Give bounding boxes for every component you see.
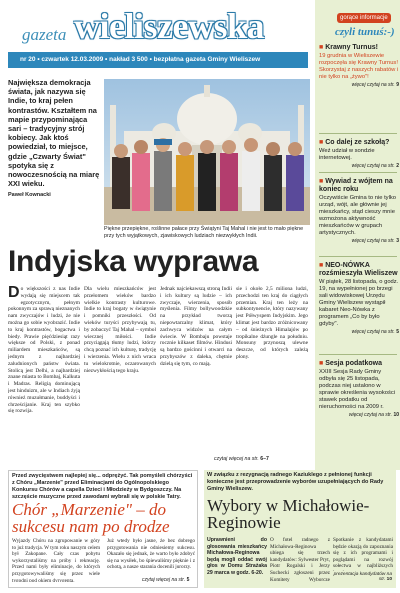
drop-cap: D bbox=[8, 286, 20, 301]
sidebar-divider bbox=[319, 256, 397, 257]
bullet-icon: ■ bbox=[319, 44, 324, 51]
lead-box bbox=[8, 78, 100, 248]
masthead-gazeta: gazeta bbox=[22, 25, 67, 44]
main-article-col-2: Dla wielu mieszkańców jest przełomem wieków bardzo wielkie kontrasty kulturowe. Indie to kraj bogaty w świątynie i pomniki przeszłości. Od wieków turyści przybywają tu, by zobaczyć Taj Mahal – symbol wiecznej miłości. Indie przyciągają tłumy ludzi, którzy chcą poznać ich kulturę, tradycję i wierzenia. Wielu z nich wraca tu wielokrotnie, oczarowanych niezwykłością tego kraju. bbox=[84, 286, 156, 374]
photo-caption: Piękne przepiękne, roślinne pałace przy Świątyni Taj Mahal i nie jest to mało piękne przy tych wyjątkowych, zjawiskowych ludziach niezwykłych Indii. bbox=[104, 226, 304, 239]
masthead-title: wieliszewska bbox=[74, 6, 264, 46]
masthead-info-band bbox=[8, 52, 308, 68]
sidebar-divider bbox=[319, 133, 397, 134]
sidebar-divider bbox=[319, 354, 397, 355]
main-article bbox=[8, 286, 308, 464]
sidebar-item-2[interactable]: ■ Co dalej ze szkołą? Weź udział w sondzie internetowej. więcej czytaj na str. 2 bbox=[319, 139, 399, 169]
article-elections bbox=[204, 470, 396, 588]
article-choir-col-1: Wyjazdy Chóru na zgrupowanie w góry to już tradycja. W tym roku naszym celem był Zakopane. Cały czas pobytu wykorzystaliśmy na próby i rekreację. Przed nami były eliminacje, do których przygotowywaliśmy się przez wiele tygodni pod okiem dyrygenta. bbox=[12, 538, 100, 582]
sidebar-item-5[interactable]: ■ Sesja podatkowa XXIII Sesja Rady Gminy odbyła się 25 listopada, podczas niej ustalono w sprawie określenia wysokości stawek podatku od nieruchomości na 2009 r. więcej czytaj na str. 10 bbox=[319, 360, 399, 418]
lead-author: Paweł Kownacki bbox=[8, 192, 51, 199]
photo-group-people-image bbox=[104, 79, 310, 225]
article-elections-more-link[interactable]: prezentacja kandydatów na str. 10 bbox=[333, 572, 392, 582]
bullet-icon: ■ bbox=[319, 178, 324, 185]
sidebar-tag-big: czyli tunuś:-) bbox=[335, 26, 395, 38]
sidebar-divider bbox=[319, 172, 397, 173]
masthead bbox=[8, 8, 308, 76]
article-elections-kicker: W związku z rezygnacją radnego Kaziuklego z pełnionej funkcji konieczne jest przeprowadzenie wyborów uzupełniających do Rady Gminy Wieliszew. bbox=[207, 472, 384, 492]
article-choir-more-link[interactable]: czytaj więcej na str. 5 bbox=[142, 577, 190, 583]
main-article-col-4: sie i około 2,5 miliona ludzi, przechodzi ten kraj do ciągłych przemian. Kraj ten leży na subkontynencie, który nazywany jest Półwyspem Indyjskim. Jego klimat jest bardzo zróżnicowany – od śnieżnych Himalajów po tropikalne dżungle na południu. Monsuny przynoszą ulewne deszcze, od których zależą plony. bbox=[236, 286, 308, 360]
bullet-icon: ■ bbox=[319, 262, 324, 269]
main-article-col-1: Do większości z nas Indie wydają się miejscem tak egzotycznym, pełnym pokonnym za sprawą nieznanych nam zwyczajów i ludzi, że nie można go sobie wyobrazić. Indie to kraj kontrastów, bogactwa i biedy. Prawie pięćdziesiąt razy większe od Polski, z ponad miliardem mieszkańców, są jednym z najbardziej zaludnionych państw świata. Stolicą jest Delhi, a najbardziej znane miasta to Bombaj, Kalkuta i Madras. Religią dominującą jest hinduizm, ale w Indiach żyją również muzułmanie, buddyści i chrześcijanie. Kraj ten szybko się rozwija. bbox=[8, 286, 80, 415]
sidebar-tag-small: gorące informacje bbox=[337, 13, 391, 23]
article-choir-col-2: Już wtedy było jasne, że bez dobrego przygotowania nie odniesiemy sukcesu. Okazało się jednak, że warto było zdobyć się na wysiłek, bo śpiewaliśmy pięknie i z ochotą, a nasze starania docenili jurorzy. bbox=[107, 538, 195, 571]
sidebar-hot-news bbox=[315, 0, 400, 470]
bullet-icon: ■ bbox=[319, 139, 324, 146]
article-elections-headline: Wybory w Michałowie-Reginowie bbox=[207, 496, 370, 532]
article-choir bbox=[8, 470, 198, 588]
main-headline: Indyjska wyprawa bbox=[8, 245, 259, 278]
lead-text: Największa demokracja świata, jak nazywa się Indie, to kraj pełen kontrastów. Kształtem na mapie przypominająca sari – tradycyjny strój kobiecy. Jak ktoś powiedział, to miejsce, gdzie „Czwarty Świat" spotyka się z nowoczesnością na miarę XXI wieku. bbox=[8, 78, 100, 189]
article-elections-col-2: O fotel radnego z Michałowa-Reginowa ubiega się trzech kandydatów: Sylwester Pryt, Piotr Rogalski i Jerzy Suchecki zgłoszeni przez Komitety Wyborcze bbox=[270, 537, 330, 583]
article-choir-kicker: Przed zwycięstwem najlepiej się... odprężyć. Tak pomyśleli chórzyści z Chóru „Marzenie" przed Eliminacjami do Ogólnopolskiego Konkursu Chórów a capella Dzieci i Młodzieży w Bydgoszczy. Na szczęście muzyczne przed zawodami wybrali się w polskie Tatry. bbox=[12, 473, 193, 500]
main-photo bbox=[104, 79, 310, 225]
issue-info: nr 20 • czwartek 12.03.2009 • nakład 3 500 • bezpłatna gazeta Gminy Wieliszew bbox=[20, 56, 261, 63]
article-choir-headline: Chór „Marzenie" – do sukcesu nam po drodze bbox=[12, 500, 170, 536]
sidebar-item-4[interactable]: ■ NEO-NÓWKA rozśmieszyła Wieliszew W piątek, 28 listopada, o godz. 19, na wypełnionej po brzegi sali widowiskowej Urzędu Gminy Wieliszew wystąpił kabaret Neo-Nówka z programem „Co by było gdyby". więcej czytaj na str. 5 bbox=[319, 262, 399, 335]
article-elections-col-1: Uprawnieni do głosowania mieszkańcy Michałowa-Reginowa będą mogli oddać swój głos w Domu Strażaka 29 marca w godz. 6-20. bbox=[207, 537, 267, 576]
main-article-col-3: Jednak najciekawszą stroną Indii i ich kultury są ludzie – ich zwyczaje, wierzenia, sposób myślenia. Filmy bollywoodzkie na przykład tworzą niepowtarzalny klimat, który zachwyca widzów na całym świecie. W Bombaju powstaje rocznie kilkaset filmów. Hindusi są bardzo gościnni i otwarci na przybyszów z daleka, chętnie dzielą się tym, co mają. bbox=[160, 286, 232, 367]
sidebar-header bbox=[315, 10, 400, 44]
sidebar-item-1[interactable]: ■ Krawny Turnus! 19 grudnia w Wieliszewie rozpoczęła się Krawny Turnus! Skorzystaj z naszych rabatów i nie tylko na „żywo"! więcej czytaj na str. 9 bbox=[319, 44, 399, 88]
bullet-icon: ■ bbox=[319, 360, 324, 367]
sidebar-item-3[interactable]: ■ Wywiad z wójtem na koniec roku Oczywiście Gmina to nie tylko urząd, wójt, ale głównie jej mieszkańcy, stąd cieszy mnie wzmożona aktywność mieszkańców w grupach artystycznych. więcej czytaj na str. 3 bbox=[319, 178, 399, 244]
article-elections-col-3: Spotkanie z kandydatami będzie okazją do zapoznania się z ich programami i poglądami na rozwój sołectwa w najbliższych bbox=[333, 537, 393, 570]
main-article-more-link[interactable]: czytaj więcej na str. 6–7 bbox=[214, 456, 269, 462]
